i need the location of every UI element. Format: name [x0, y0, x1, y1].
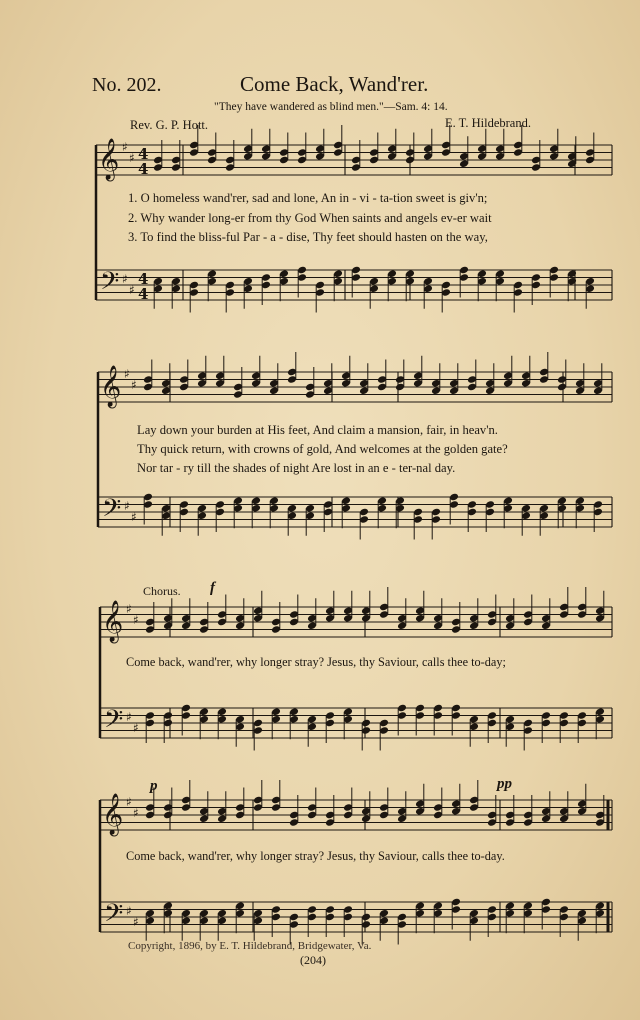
- system-4-key-signature: ♯: [126, 795, 132, 809]
- verse-3-line-2: Nor tar - ry till the shades of night Are lost in an e - ter-nal day.: [137, 461, 456, 475]
- system-2-key-signature: ♯: [124, 367, 130, 381]
- system-3-treble-clef: 𝄞: [102, 601, 124, 642]
- system-2-key-signature: ♯: [131, 378, 137, 392]
- dynamic-forte: f: [210, 580, 215, 596]
- system-1-time-signature: 4: [138, 285, 149, 303]
- verse-2-line-1: 2. Why wander long-er from thy God When saints and angels ev-er wait: [128, 211, 492, 225]
- system-1-time-signature: 4: [138, 270, 149, 288]
- lyricist-credit: Rev. G. P. Hott.: [130, 118, 209, 132]
- chorus-line-1: Come back, wand'rer, why longer stray? Jesus, thy Saviour, calls thee to-day;: [126, 655, 506, 669]
- scripture-epigraph: "They have wandered as blind men."—Sam. 4: 14.: [214, 101, 448, 113]
- system-2-treble-clef: 𝄞: [100, 366, 122, 407]
- system-1-key-signature: ♯: [129, 151, 135, 165]
- system-1-key-signature: ♯: [122, 272, 128, 286]
- page-number: (204): [300, 953, 326, 967]
- verse-1-line-2: Lay down your burden at His feet, And claim a mansion, fair, in heav'n.: [137, 423, 498, 437]
- hymn-number: No. 202.: [92, 74, 162, 96]
- chorus-label: Chorus.: [143, 584, 181, 598]
- verse-3-line-1: 3. To find the bliss-ful Par - a - dise, Thy feet should hasten on the way,: [128, 230, 488, 244]
- system-4-key-signature: ♯: [133, 806, 139, 820]
- chorus-line-2: Come back, wand'rer, why longer stray? Jesus, thy Saviour, calls thee to-day.: [126, 849, 505, 863]
- system-4-key-signature: ♯: [126, 904, 132, 918]
- verse-2-line-2: Thy quick return, with crowns of gold, And welcomes at the golden gate?: [137, 442, 508, 456]
- composer-credit: E. T. Hildebrand.: [445, 116, 531, 130]
- system-3-key-signature: ♯: [126, 710, 132, 724]
- system-4-treble-clef: 𝄞: [102, 794, 124, 835]
- system-2-key-signature: ♯: [124, 499, 130, 513]
- dynamic-piano: p: [150, 778, 158, 794]
- dynamic-pianissimo: pp: [497, 776, 512, 792]
- system-1-treble-clef: 𝄞: [98, 139, 120, 180]
- copyright-notice: Copyright, 1896, by E. T. Hildebrand, Bridgewater, Va.: [128, 940, 372, 952]
- system-1-bass-clef: 𝄢: [100, 267, 120, 302]
- system-3-key-signature: ♯: [133, 721, 139, 735]
- system-3-key-signature: ♯: [133, 613, 139, 627]
- system-1-key-signature: ♯: [129, 283, 135, 297]
- system-3-bass-clef: 𝄢: [104, 705, 124, 740]
- system-1-key-signature: ♯: [122, 140, 128, 154]
- system-2-key-signature: ♯: [131, 510, 137, 524]
- system-1-time-signature: 4: [138, 160, 149, 178]
- system-4-bass-clef: 𝄢: [104, 899, 124, 934]
- hymn-title: Come Back, Wand'rer.: [240, 72, 429, 96]
- system-3-key-signature: ♯: [126, 602, 132, 616]
- system-1-time-signature: 4: [138, 145, 149, 163]
- verse-1-line-1: 1. O homeless wand'rer, sad and lone, An in - vi - ta-tion sweet is giv'n;: [128, 191, 488, 205]
- system-4-key-signature: ♯: [133, 915, 139, 929]
- system-2-bass-clef: 𝄢: [102, 494, 122, 529]
